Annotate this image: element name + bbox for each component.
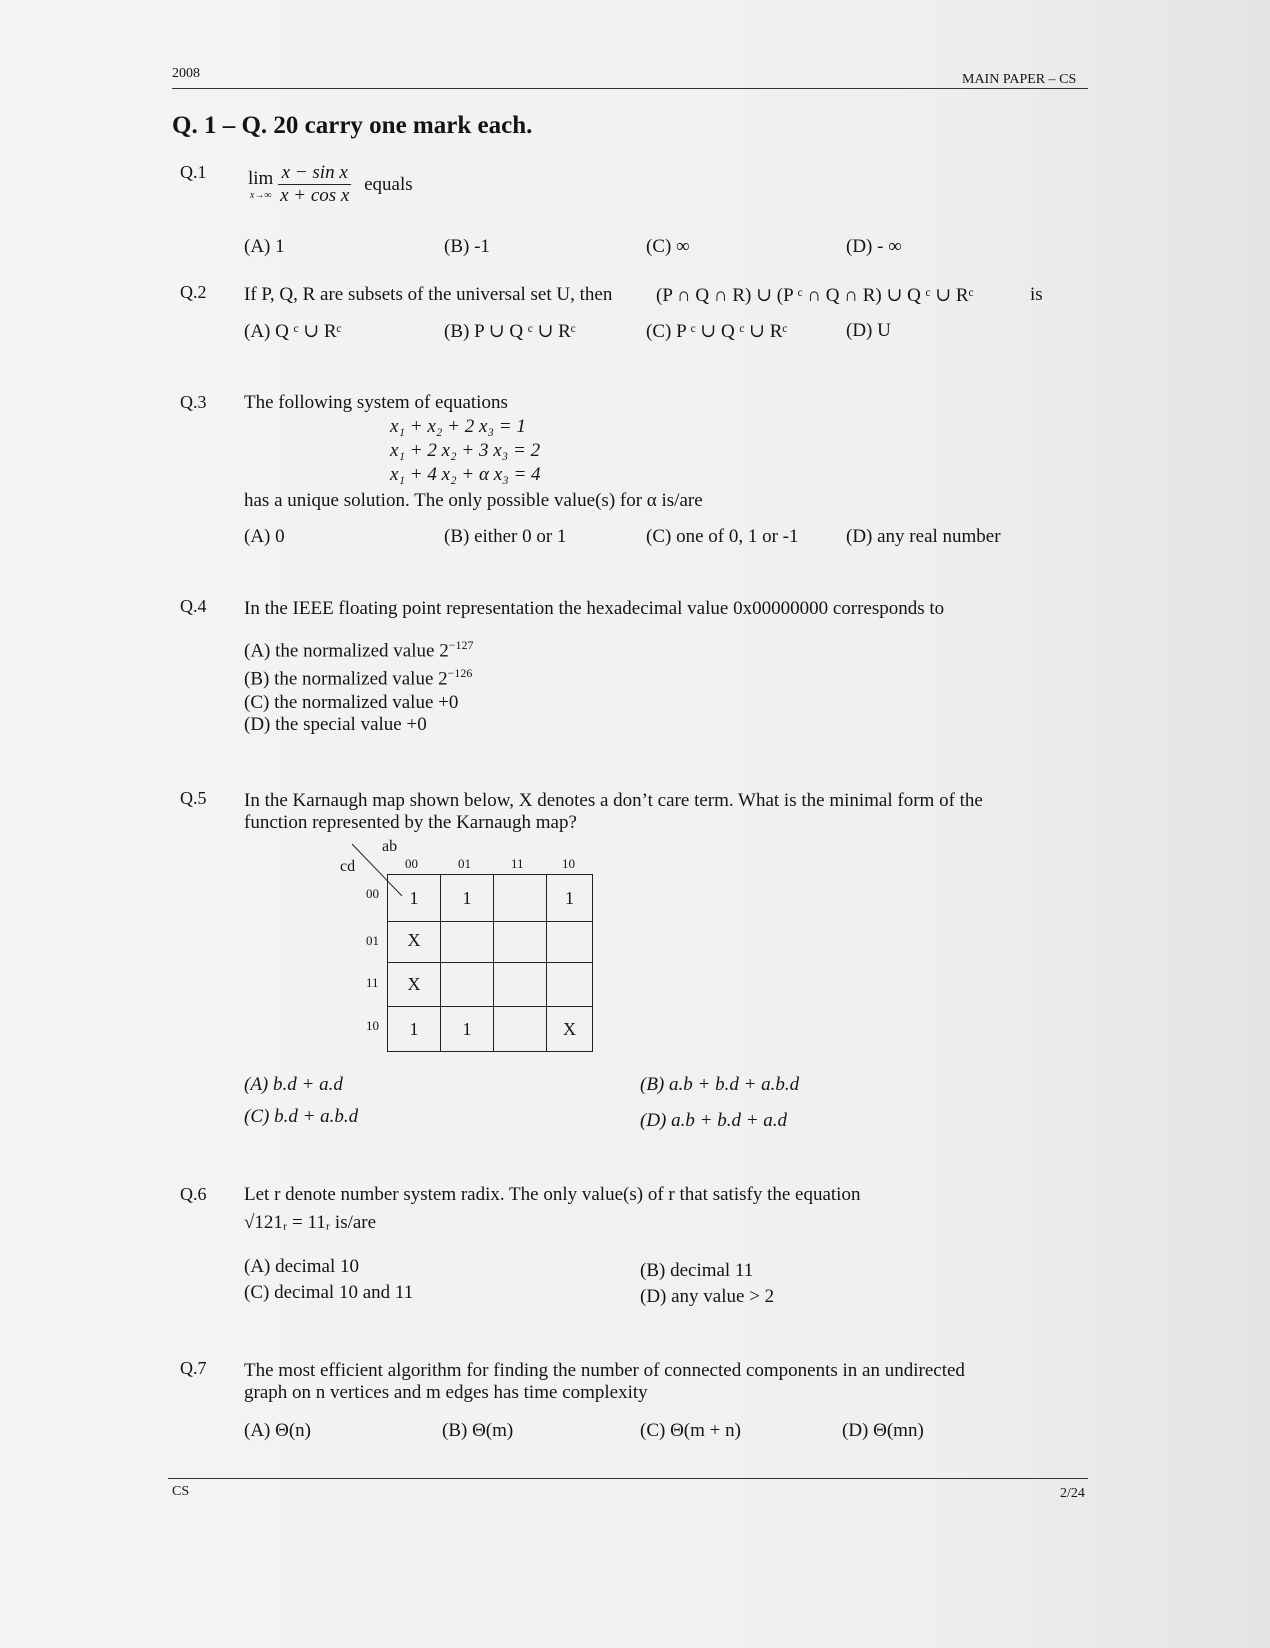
q4-option-b-exponent: −126 [447,666,473,680]
kmap-row-01: 01 [366,933,379,948]
header-year: 2008 [172,66,200,81]
q2-option-b: (B) P ∪ Q ᶜ ∪ Rᶜ [444,321,576,342]
q3-option-d: (D) any real number [846,526,1001,547]
q3-text: The following system of equations [244,392,508,413]
kmap-cell [494,875,547,922]
q4-option-c: (C) the normalized value +0 [244,692,459,713]
kmap-cell: X [563,1018,576,1039]
q3-option-b: (B) either 0 or 1 [444,526,567,547]
kmap-ab-label: ab [382,838,398,855]
kmap-row-00: 00 [366,886,379,901]
kmap-cell [547,919,592,963]
q1-numerator: x − sin x [278,162,351,185]
q6-option-d: (D) any value > 2 [640,1286,775,1307]
q4-option-a: (A) the normalized value $2^{-127}$ [244,638,474,662]
q7-option-b: (B) Θ(m) [442,1420,514,1441]
kmap-cell [441,919,494,963]
kmap-grid [387,874,593,1052]
q6-equation: √121ᵣ = 11ᵣ is/are [244,1212,377,1233]
q6-option-c: (C) decimal 10 and 11 [244,1282,414,1303]
kmap-cell: 1 [388,1007,441,1051]
q4-text: In the IEEE floating point representation the hexadecimal value 0x00000000 corresponds to [244,598,945,619]
q5-line-2: function represented by the Karnaugh map? [244,812,577,833]
q1-number: Q.1 [180,162,207,182]
q1-statement [248,162,413,207]
q6-option-a: (A) decimal 10 [244,1256,360,1277]
q7-option-a: (A) Θ(n) [244,1420,312,1441]
q5-number: Q.5 [180,788,207,808]
kmap-cell: 1 [388,875,441,922]
q1-option-b: (B) -1 [444,236,490,257]
q6-number: Q.6 [180,1184,207,1204]
kmap-col-10: 10 [562,856,575,871]
kmap-cell: 1 [441,1007,494,1051]
q3-option-c: (C) one of 0, 1 or -1 [646,526,799,547]
header-paper: MAIN PAPER – CS [962,72,1077,87]
q4-option-a-exponent: −127 [448,638,474,652]
kmap-cell: X [388,919,441,963]
q2-tail: is [1030,284,1043,305]
q1-tail: equals [364,173,413,195]
q5-option-a: (A) b.d + a.d [244,1074,343,1095]
q2-expression: (P ∩ Q ∩ R) ∪ (P ᶜ ∩ Q ∩ R) ∪ Q ᶜ ∪ Rᶜ [656,285,974,306]
q2-number: Q.2 [180,282,207,302]
q3-equation-3: x₁ + 4 x₂ + α x₃ = 4 [390,464,541,485]
q5-option-c: (C) b.d + a.b.d [244,1106,359,1127]
q5-line-1: In the Karnaugh map shown below, X denotes a don’t care term. What is the minimal form of the [244,790,983,811]
kmap-cell: 1 [441,875,494,922]
q1-option-d: (D) - ∞ [846,236,902,257]
kmap-row-10: 10 [366,1018,379,1033]
q7-line-1: The most efficient algorithm for finding the number of connected components in an undirected [244,1360,965,1381]
q3-equation-2: x₁ + 2 x₂ + 3 x₃ = 2 [390,440,541,461]
q7-option-c: (C) Θ(m + n) [640,1420,741,1441]
q5-option-d: (D) a.b + b.d + a.d [640,1110,788,1131]
kmap-cell [494,963,547,1007]
q7-line-2: graph on n vertices and m edges has time complexity [244,1382,648,1403]
q1-fraction [278,162,351,207]
q2-text: If P, Q, R are subsets of the universal set U, then [244,284,613,305]
q7-number: Q.7 [180,1358,207,1378]
kmap-cell [494,1007,547,1051]
footer-left: CS [172,1484,190,1499]
kmap-row-11: 11 [366,975,379,990]
q4-number: Q.4 [180,596,207,616]
kmap-cell: 1 [547,875,592,922]
kmap-col-00: 00 [405,856,418,871]
q4-option-d: (D) the special value +0 [244,714,427,735]
kmap-cell: X [388,963,441,1007]
q1-option-a: (A) 1 [244,236,285,257]
q2-option-c: (C) P ᶜ ∪ Q ᶜ ∪ Rᶜ [646,321,788,342]
q2-option-d: (D) U [846,320,891,341]
kmap-cell [547,963,592,1007]
kmap-cell [441,963,494,1007]
kmap-col-01: 01 [458,856,471,871]
q1-lim-sub: x→∞ [249,190,272,201]
kmap-col-11: 11 [511,856,524,871]
q4-option-b: (B) the normalized value $2^{-126}$ [244,666,473,690]
q1-lim: lim [248,168,274,189]
section-title: Q. 1 – Q. 20 carry one mark each. [172,112,533,139]
q3-text-2: has a unique solution. The only possible value(s) for α is/are [244,490,703,511]
q1-denominator: x + cos x [280,185,350,206]
q2-option-a: (A) Q ᶜ ∪ Rᶜ [244,321,342,342]
footer-page-number: 2/24 [1060,1486,1085,1501]
q7-option-d: (D) Θ(mn) [842,1420,924,1441]
q6-text: Let r denote number system radix. The only value(s) of r that satisfy the equation [244,1184,861,1205]
q3-option-a: (A) 0 [244,526,285,547]
kmap-cell [494,919,547,963]
header-rule [172,88,1088,89]
q5-option-b: (B) a.b + b.d + a.b.d [640,1074,800,1095]
kmap-cd-label: cd [340,858,356,875]
q3-equation-1: x₁ + x₂ + 2 x₃ = 1 [390,416,526,437]
q6-option-b: (B) decimal 11 [640,1260,754,1281]
q3-number: Q.3 [180,392,207,412]
q1-option-c: (C) ∞ [646,236,690,257]
footer-rule [168,1478,1088,1479]
